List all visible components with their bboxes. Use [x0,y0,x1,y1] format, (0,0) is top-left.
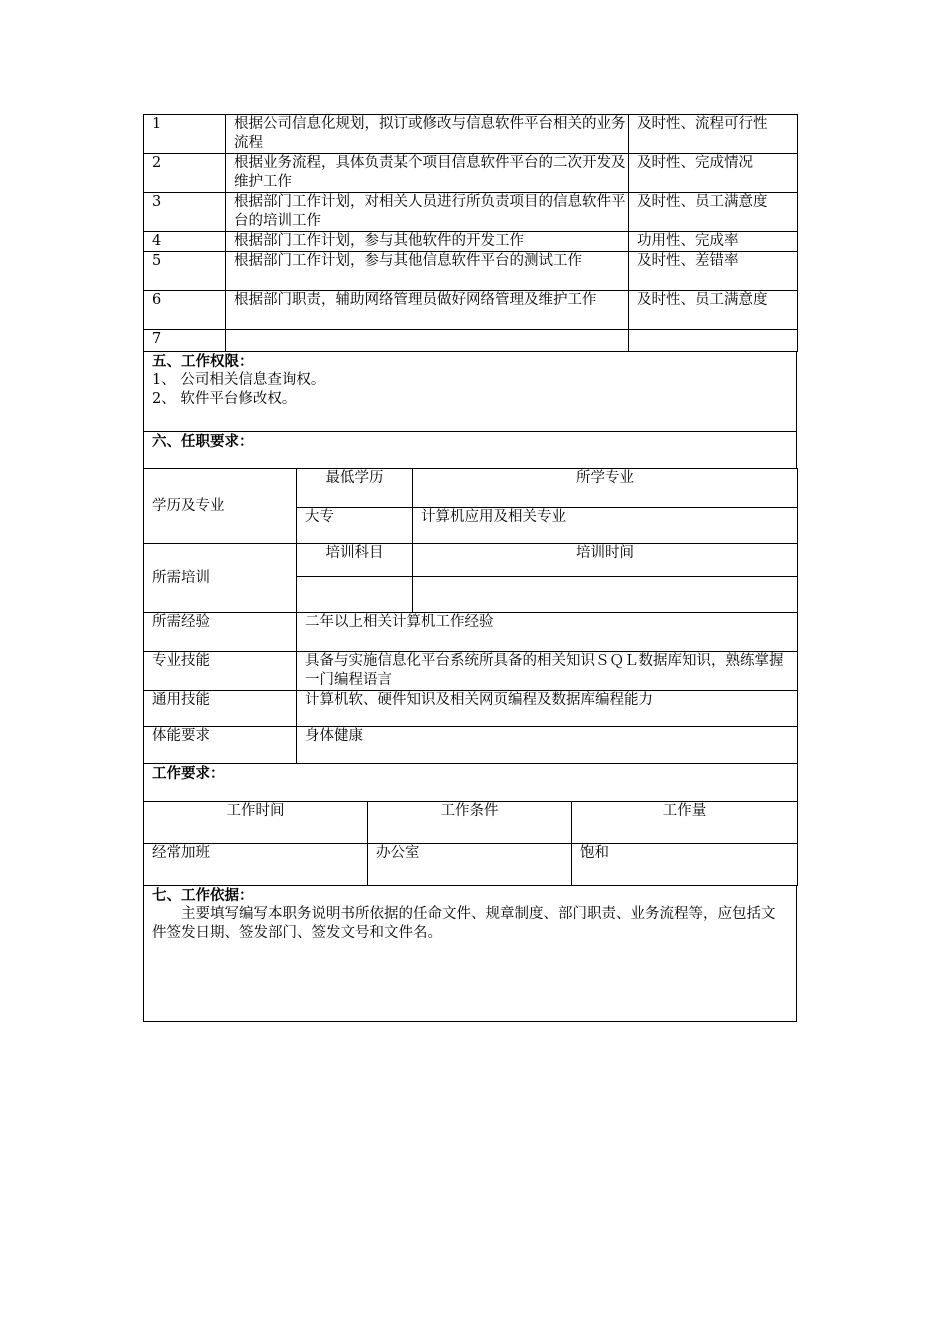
work-load-value: 饱和 [572,844,798,886]
duty-content: 根据部门工作计划，对相关人员进行所负责项目的信息软件平台的培训工作 [226,193,629,232]
basis-section [144,886,797,1022]
duty-number: 5 [144,252,226,291]
authority-item: 1、 公司相关信息查询权。 [152,372,326,388]
duty-standard: 及时性、流程可行性 [629,115,798,154]
authority-item: 2、 软件平台修改权。 [152,391,297,407]
job-description-page [143,114,797,1022]
duty-standard: 及时性、员工满意度 [629,193,798,232]
experience-label: 所需经验 [144,613,297,652]
duty-content: 根据公司信息化规划，拟订或修改与信息软件平台相关的业务流程 [226,115,629,154]
work-load-header: 工作量 [572,802,798,844]
training-time-header: 培训时间 [413,544,798,577]
physical-requirement-value: 身体健康 [297,727,798,764]
min-education-header: 最低学历 [297,469,413,508]
duty-number: 7 [144,330,226,352]
qualification-title: 六、任职要求： [144,432,797,469]
work-condition-value: 办公室 [368,844,572,886]
qualification-table [143,468,798,764]
training-time-value [413,577,798,613]
basis-title: 七、工作依据： [152,887,254,904]
duties-table [143,114,798,352]
authority-table [143,351,797,469]
duty-content: 根据部门工作计划，参与其他信息软件平台的测试工作 [226,252,629,291]
duty-standard [629,330,798,352]
duty-content: 根据业务流程，具体负责某个项目信息软件平台的二次开发及维护工作 [226,154,629,193]
work-condition-header: 工作条件 [368,802,572,844]
duty-number: 4 [144,232,226,252]
table-row [144,330,798,352]
training-subject-value [297,577,413,613]
duty-standard: 及时性、员工满意度 [629,291,798,330]
education-label: 学历及专业 [144,469,297,544]
authority-section [144,352,797,432]
authority-title: 五、工作权限： [152,353,254,370]
work-requirements-table [143,763,798,886]
table-row [144,252,798,291]
duty-standard: 功用性、完成率 [629,232,798,252]
duty-number: 3 [144,193,226,232]
duty-standard: 及时性、差错率 [629,252,798,291]
duty-number: 6 [144,291,226,330]
table-row [144,115,798,154]
training-label: 所需培训 [144,544,297,613]
major-header: 所学专业 [413,469,798,508]
general-skill-label: 通用技能 [144,691,297,727]
duty-standard: 及时性、完成情况 [629,154,798,193]
training-subject-header: 培训科目 [297,544,413,577]
major-value: 计算机应用及相关专业 [413,508,798,544]
duty-content [226,330,629,352]
professional-skill-label: 专业技能 [144,652,297,691]
table-row [144,291,798,330]
work-time-value: 经常加班 [144,844,368,886]
work-requirements-title: 工作要求： [144,764,798,802]
duty-number: 1 [144,115,226,154]
professional-skill-value: 具备与实施信息化平台系统所具备的相关知识ＳＱＬ数据库知识，熟练掌握一门编程语言 [297,652,798,691]
experience-value: 二年以上相关计算机工作经验 [297,613,798,652]
min-education-value: 大专 [297,508,413,544]
basis-text: 主要填写编写本职务说明书所依据的任命文件、规章制度、部门职责、业务流程等，应包括文件签发日期、签发部门、签发文号和文件名。 [152,906,776,941]
table-row [144,232,798,252]
duty-number: 2 [144,154,226,193]
duty-content: 根据部门工作计划，参与其他软件的开发工作 [226,232,629,252]
general-skill-value: 计算机软、硬件知识及相关网页编程及数据库编程能力 [297,691,798,727]
table-row [144,193,798,232]
work-time-header: 工作时间 [144,802,368,844]
duty-content: 根据部门职责，辅助网络管理员做好网络管理及维护工作 [226,291,629,330]
table-row [144,154,798,193]
physical-requirement-label: 体能要求 [144,727,297,764]
basis-table [143,885,797,1022]
